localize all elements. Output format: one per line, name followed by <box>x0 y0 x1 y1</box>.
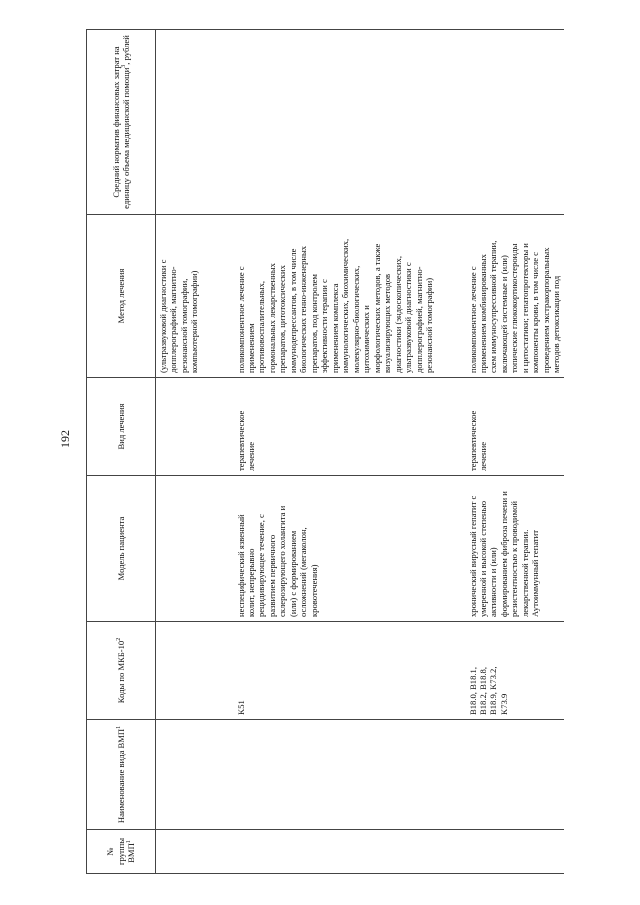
cell-vmp-name <box>234 720 466 830</box>
cell-cost <box>466 30 564 215</box>
cell-treatment-type <box>156 378 234 476</box>
cell-icd-codes: K51 <box>234 622 466 720</box>
cell-vmp-name <box>466 720 564 830</box>
header-treatment-method: Метод лечения <box>87 215 156 378</box>
cell-patient-model: хронический вирусный гепатит с умеренной и высокой степенью активности и (или) формированием фиброза печени и резистентностью к проводимой лекарственной терапии. Аутоиммунный гепатит <box>466 476 564 622</box>
cell-treatment-method: поликомпонентное лечение с применением комбинированных схем иммуносупрессивной терапии, включающей системные и (или) топические глюкокортикостероиды и цитостатики; гепатопротекторы и компоненты крови, в том числе с проведением экстракорпоральных методов детоксикации под <box>466 215 564 378</box>
cell-patient-model <box>156 476 234 622</box>
cell-icd-codes: B18.0, B18.1, B18.2, B18.8, B18.9, K73.2, K73.9 <box>466 622 564 720</box>
header-icd-codes: Коды по МКБ-$10^2$ <box>87 622 156 720</box>
table-row <box>466 30 564 874</box>
cell-group-no <box>234 830 466 874</box>
cell-group-no <box>466 830 564 874</box>
cell-patient-model: неспецифический язвенный колит, непрерывно рецидивирующее течение, с развитием первичного склерозирующего холангита и (или) с формированием осложнений (мегаколон, кровотечения) <box>234 476 466 622</box>
cell-icd-codes <box>156 622 234 720</box>
table-row <box>156 30 234 874</box>
header-treatment-type: Вид лечения <box>87 378 156 476</box>
cell-vmp-name <box>156 720 234 830</box>
cell-group-no <box>156 830 234 874</box>
cell-treatment-type: терапевтическое лечение <box>234 378 466 476</box>
vmp-table <box>86 29 564 874</box>
table-row <box>234 30 466 874</box>
cell-treatment-method: (ультразвуковой диагностики с допплерографией, магнитно- резонансной томографии, компьютерной томографии) <box>156 215 234 378</box>
header-group-no: № группы ВМП$^1$ <box>87 830 156 874</box>
cell-cost <box>234 30 466 215</box>
table-header-row <box>87 30 156 874</box>
header-cost-standard: Средний норматив финансовых затрат на единицу объема медицинской помощи$^3$, рублей <box>87 30 156 215</box>
cell-cost <box>156 30 234 215</box>
page-number: 192 <box>58 430 72 448</box>
cell-treatment-method: поликомпонентное лечение с применением противовоспалительных, гормональных лекарственных препаратов, цитотоксических иммунодепрессантов, в том числе биологических генно-инженерных препаратов, под контролем эффективности терапии с применением комплекса иммунологических, биохимических, молекулярно-биологических, цитохимических и морфологических методов, а также визуализирующих методов диагностики (эндоскопических, ультразвуковой диагностики с допплерографией, магнитно- резонансной томографии) <box>234 215 466 378</box>
header-patient-model: Модель пациента <box>87 476 156 622</box>
cell-treatment-type: терапевтическое лечение <box>466 378 564 476</box>
header-vmp-name: Наименование вида ВМП$^1$ <box>87 720 156 830</box>
rotated-table-container <box>86 30 618 874</box>
